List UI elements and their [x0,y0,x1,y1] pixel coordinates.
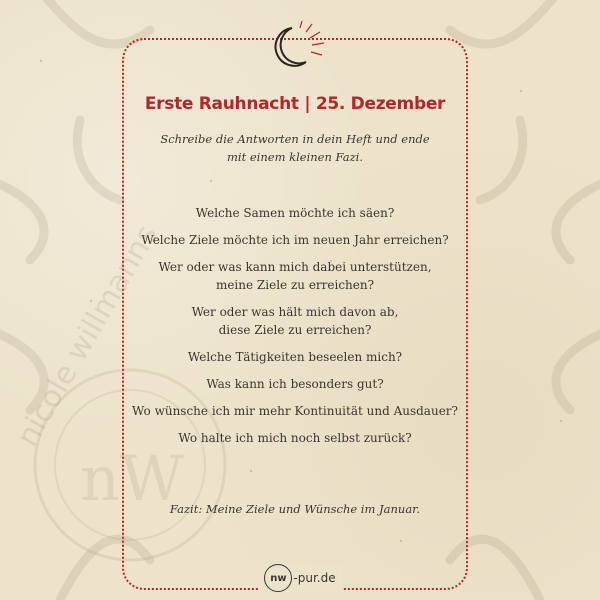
question-list [122,204,468,456]
question-item: Wo halte ich mich noch selbst zurück? [178,431,412,445]
question-item: Welche Samen möchte ich säen? [195,206,395,220]
question-item: Wo wünsche ich mir mehr Kontinuität und Ausdauer? [132,404,458,418]
question-item: Welche Ziele möchte ich im neuen Jahr erreichen? [141,233,449,247]
instruction-line: Schreibe die Antworten in dein Heft und ende [160,132,430,146]
footer [0,564,600,592]
question-item: Was kann ich besonders gut? [206,377,384,391]
page-title: Erste Rauhnacht | 25. Dezember [144,94,446,114]
svg-text:nW: nW [80,442,184,515]
question-item: Wer oder was kann mich dabei unterstützen, meine Ziele zu erreichen? [158,260,432,292]
question-item: Wer oder was hält mich davon ab, diese Ziele zu erreichen? [191,305,399,337]
footer-site: -pur.de [293,571,336,585]
nw-logo-icon: nw [264,564,292,592]
footer-link[interactable] [258,564,341,592]
fazit-text: Fazit: Meine Ziele und Wünsche im Januar. [169,502,421,516]
watermark-text: nicole willmanns [10,219,165,453]
instruction-line: mit einem kleinen Fazi. [227,150,363,164]
question-item: Welche Tätigkeiten beseelen mich? [187,350,403,364]
instruction-text [122,130,468,166]
crescent-moon-icon [262,20,328,72]
